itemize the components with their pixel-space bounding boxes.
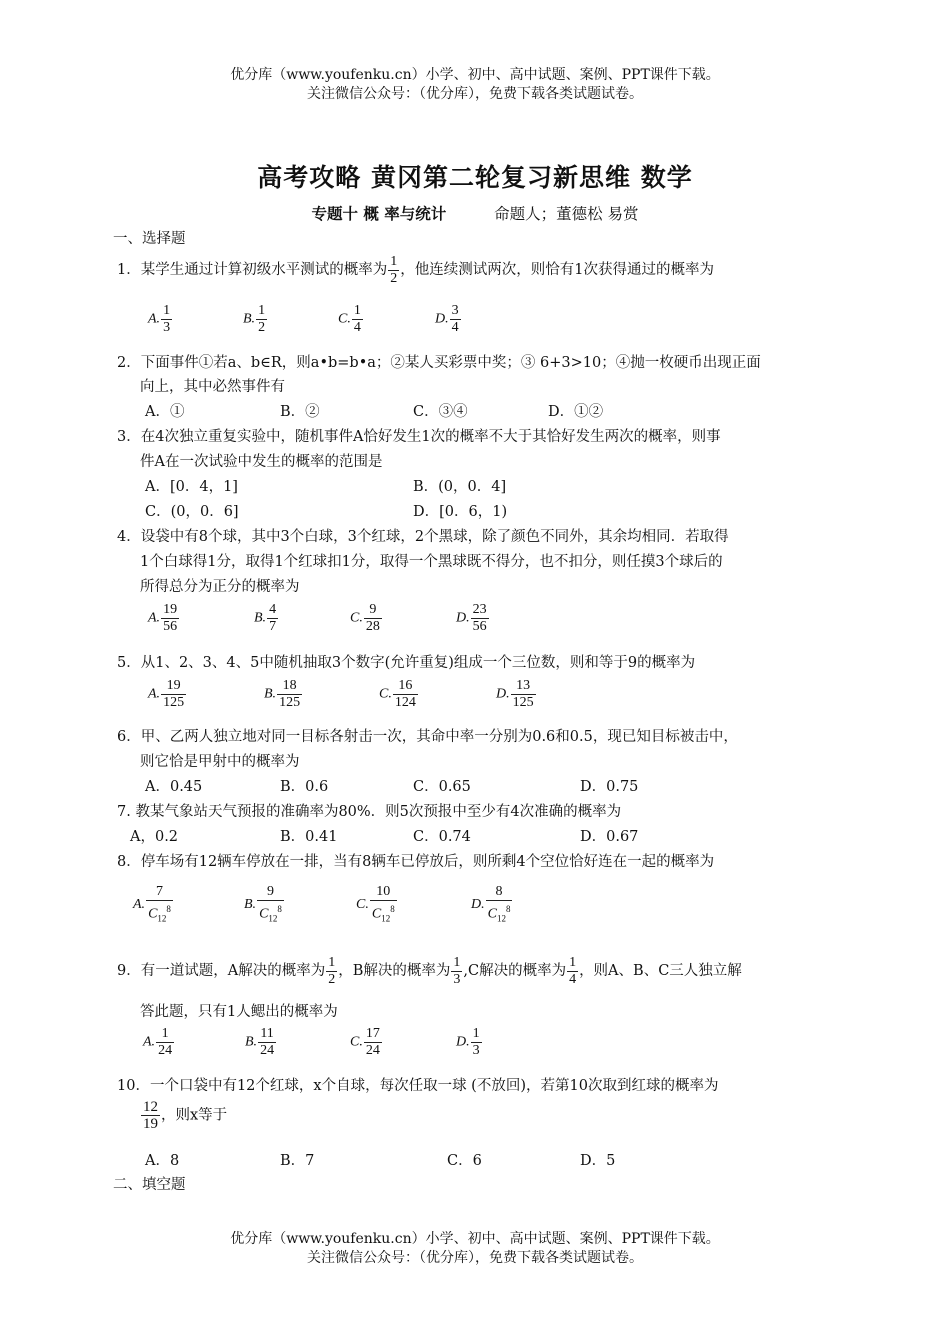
q2-line-2: 向上，其中必然事件有: [140, 379, 285, 395]
q6-line-1: 6．甲、乙两人独立地对同一目标各射击一次，其命中率一分别为0.6和0.5，现已知目标被击中，: [117, 729, 738, 745]
q10-line-1: 10．一个口袋中有12个红球，x个自球，每次任取一球 (不放回)，若第10次取到红球的概率为: [117, 1078, 719, 1094]
q8-option-a: A. $\frac{7}{C_{12}^8}$: [133, 884, 174, 926]
q10-line-2: $\frac{12}{19}$ ，则x等于: [143, 1099, 228, 1132]
q7-option-d: D．0.67: [580, 829, 639, 845]
q10-option-c: C．6: [447, 1153, 482, 1169]
q6-line-2: 则它恰是甲射中的概率为: [140, 754, 300, 770]
q5-line-1: 5．从1、2、3、4、5中随机抽取3个数字(允许重复)组成一个三位数，则和等于9的概率为: [117, 655, 696, 671]
q3-option-d: D．[0．6，1): [413, 504, 508, 520]
q9-option-c: C. $\frac{17}{24}$: [350, 1026, 380, 1058]
q1-option-d: D. $\frac{3}{4}$: [435, 303, 459, 335]
q1-text-post: ，他连续测试两次，则恰有1次获得通过的概率为: [400, 262, 714, 278]
subtitle-author: 命题人；董德松 易赏: [494, 205, 639, 223]
q2-option-c: C．③④: [413, 404, 468, 420]
q7-line-1: 7. 教某气象站天气预报的准确率为80%．则5次预报中至少有4次准确的概率为: [117, 804, 622, 820]
q4-option-c: C. $\frac{9}{28}$: [350, 602, 380, 634]
q8-line-1: 8．停车场有12辆车停放在一排，当有8辆车已停放后，则所剩4个空位恰好连在一起的概率为: [117, 854, 715, 870]
q4-option-a: A. $\frac{19}{56}$: [148, 602, 178, 634]
q5-option-c: C. $\frac{16}{124}$: [379, 678, 416, 710]
question-1: [117, 250, 714, 290]
q8-option-b: B. $\frac{9}{C_{12}^8}$: [244, 884, 285, 926]
subtitle-topic: 专题十 概 率与统计: [311, 204, 447, 223]
q10-option-b: B．7: [280, 1153, 315, 1169]
q9-line-2: 答此题，只有1人鳃出的概率为: [140, 1004, 338, 1020]
q10-option-d: D．5: [580, 1153, 616, 1169]
q7-option-b: B．0.41: [280, 829, 338, 845]
q3-option-b: B．(0，0．4]: [413, 479, 507, 495]
q4-option-d: D. $\frac{23}{56}$: [456, 602, 487, 634]
page-title: 高考攻略 黄冈第二轮复习新思维 数学: [257, 163, 693, 192]
section-heading-choice: 一、选择题: [113, 231, 186, 247]
q4-option-b: B. $\frac{4}{7}$: [254, 602, 277, 634]
q1-option-c: C. $\frac{1}{4}$: [338, 303, 361, 335]
section-heading-fill: 二、填空题: [113, 1177, 186, 1193]
q5-option-d: D. $\frac{13}{125}$: [496, 678, 534, 710]
footer-line-2: 关注微信公众号：（优分库），免费下载各类试题试卷。: [307, 1250, 643, 1266]
q9-option-b: B. $\frac{11}{24}$: [245, 1026, 275, 1058]
q1-option-a: A. $\frac{1}{3}$: [148, 303, 171, 335]
q4-line-2: 1个白球得1分，取得1个红球扣1分，取得一个黑球既不得分，也不扣分，则任摸3个球后的: [140, 554, 723, 570]
q7-option-a: A，0.2: [130, 829, 179, 845]
q9-option-a: A. $\frac{1}{24}$: [143, 1026, 173, 1058]
q9-option-d: D. $\frac{1}{3}$: [456, 1026, 480, 1058]
q1-fraction: $\frac{1}{2}$: [390, 253, 398, 286]
q10-option-a: A．8: [145, 1153, 180, 1169]
q2-line-1: 2．下面事件①若a、b∈R，则a•b=b•a；②某人买彩票中奖；③ 6+3>10；④抛一枚硬币出现正面: [117, 355, 761, 371]
q5-option-b: B. $\frac{18}{125}$: [264, 678, 301, 710]
q2-option-a: A．①: [145, 404, 185, 420]
q6-option-b: B．0.6: [280, 779, 329, 795]
q3-line-2: 件A在一次试验中发生的概率的范围是: [140, 454, 383, 470]
q2-option-b: B．②: [280, 404, 320, 420]
q3-option-a: A．[0．4，1]: [145, 479, 238, 495]
q6-option-a: A．0.45: [145, 779, 203, 795]
q8-option-d: D. $\frac{8}{C_{12}^8}$: [471, 884, 513, 926]
q8-option-c: C. $\frac{10}{C_{12}^8}$: [356, 884, 398, 926]
header-line-1: 优分库（www.youfenku.cn）小学、初中、高中试题、案例、PPT课件下载。: [230, 67, 720, 83]
footer-line-1: 优分库（www.youfenku.cn）小学、初中、高中试题、案例、PPT课件下载。: [230, 1231, 720, 1247]
q7-option-c: C．0.74: [413, 829, 471, 845]
q5-option-a: A. $\frac{19}{125}$: [148, 678, 185, 710]
question-9: 9．有一道试题，A解决的概率为 $\frac{1}{2}$ ，B解决的概率为 $\frac{1}{3}$ ,C解决的概率为 $\frac{1}{4}$ ，则A、B、C三人独立解: [117, 954, 742, 987]
q3-line-1: 3．在4次独立重复实验中，随机事件A恰好发生1次的概率不大于其恰好发生两次的概率，则事: [117, 429, 721, 445]
q6-option-d: D．0.75: [580, 779, 639, 795]
q4-line-3: 所得总分为正分的概率为: [140, 579, 300, 595]
q6-option-c: C．0.65: [413, 779, 471, 795]
subtitle: [0, 202, 950, 224]
q1-text-pre: 1．某学生通过计算初级水平测试的概率为: [117, 262, 388, 278]
header-line-2: 关注微信公众号：（优分库），免费下载各类试题试卷。: [307, 86, 643, 102]
q2-option-d: D．①②: [548, 404, 604, 420]
q4-line-1: 4．设袋中有8个球，其中3个白球，3个红球，2个黑球，除了颜色不同外，其余均相同．若取得: [117, 529, 729, 545]
q1-option-b: B. $\frac{1}{2}$: [243, 303, 266, 335]
q3-option-c: C．(0，0．6]: [145, 504, 239, 520]
